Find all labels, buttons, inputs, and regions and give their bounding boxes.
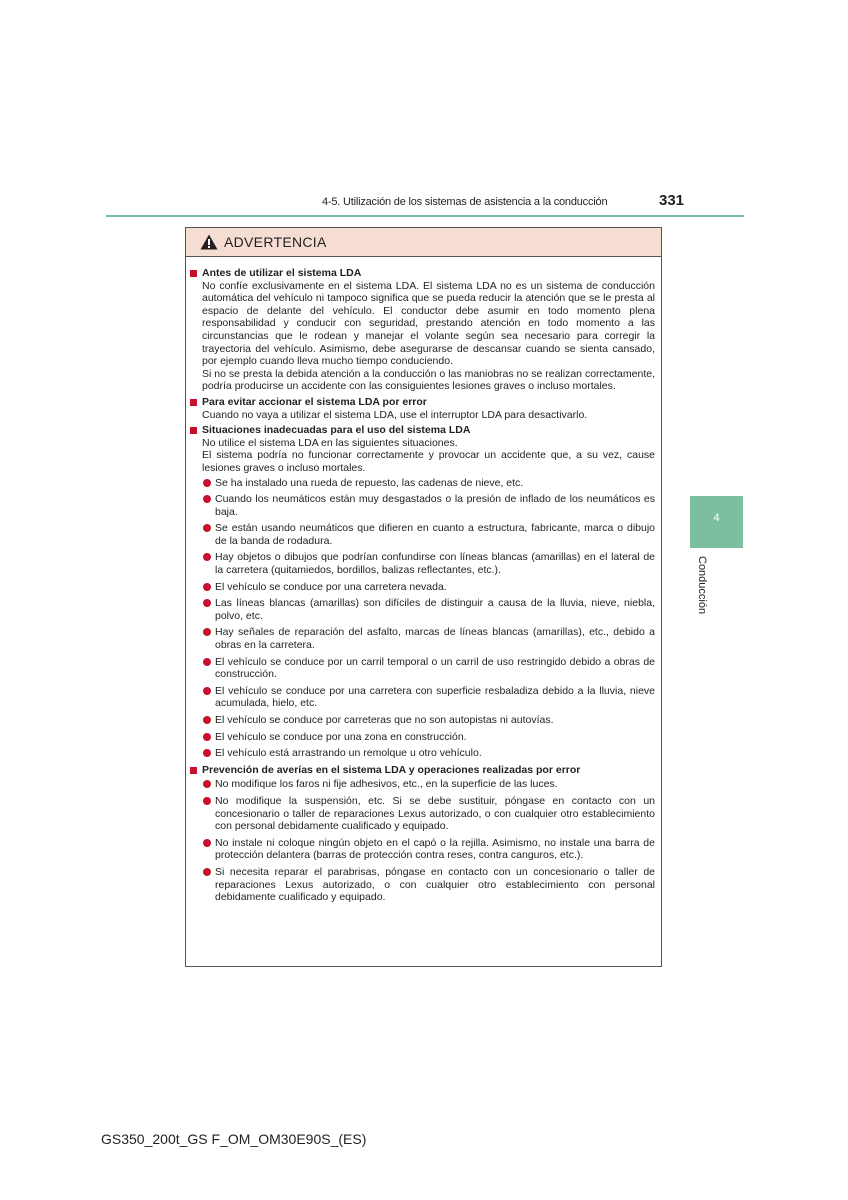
bullet-item <box>203 493 655 518</box>
bullet-item <box>203 837 655 862</box>
bullet-text: Se ha instalado una rueda de repuesto, las cadenas de nieve, etc. <box>215 476 524 489</box>
red-bullet-icon <box>203 716 211 724</box>
section-paragraphs <box>202 409 655 422</box>
section-title-text: Situaciones inadecuadas para el uso del sistema LDA <box>202 424 471 437</box>
bullet-text: El vehículo se conduce por una carretera con superficie resbaladiza debido a la lluvia, nieve acumulada, hielo, etc. <box>215 684 655 710</box>
bullet-item <box>203 747 655 760</box>
bullet-item <box>203 866 655 904</box>
bullet-item <box>203 477 655 490</box>
red-bullet-icon <box>203 839 211 847</box>
bullet-text: El vehículo se conduce por carreteras que no son autopistas ni autovías. <box>215 714 554 726</box>
red-bullet-icon <box>203 553 211 561</box>
bullet-list <box>203 778 655 903</box>
section-paragraphs <box>202 437 655 475</box>
paragraph: Cuando no vaya a utilizar el sistema LDA, use el interruptor LDA para desactivarlo. <box>202 408 588 421</box>
paragraph: El sistema podría no funcionar correctamente y provocar un accidente que, a su vez, cause lesiones graves o incluso mortales. <box>202 449 655 474</box>
red-bullet-icon <box>203 687 211 695</box>
red-bullet-icon <box>203 658 211 666</box>
red-bullet-icon <box>203 524 211 532</box>
bullet-item <box>203 778 655 791</box>
bullet-text: Si necesita reparar el parabrisas, póngase en contacto con un concesionario o taller de reparaciones Lexus autorizado, o con cualquier otro establecimiento con personal debidamente cualificado y equipado. <box>215 865 655 904</box>
chapter-label: Conducción <box>696 556 708 615</box>
bullet-item <box>203 597 655 622</box>
red-square-marker-icon <box>190 270 197 277</box>
section-title <box>190 396 655 409</box>
bullet-text: No instale ni coloque ningún objeto en el capó o la rejilla. Asimismo, no instale una barra de protección delantera (barras de protección contra reses, contra canguros, etc.). <box>215 836 655 862</box>
bullet-item <box>203 581 655 594</box>
red-bullet-icon <box>203 599 211 607</box>
page-number: 331 <box>659 192 685 209</box>
bullet-item <box>203 685 655 710</box>
red-bullet-icon <box>203 495 211 503</box>
bullet-text: No modifique la suspensión, etc. Si se debe sustituir, póngase en contacto con un concesionario o taller de reparaciones Lexus autorizado, o con cualquier otro establecimiento con personal debidamente cualificado y equipado. <box>215 794 655 833</box>
warning-triangle-icon <box>200 234 218 250</box>
red-bullet-icon <box>203 583 211 591</box>
red-square-marker-icon <box>190 399 197 406</box>
red-bullet-icon <box>203 749 211 757</box>
bullet-item <box>203 522 655 547</box>
section-title <box>190 267 655 280</box>
warning-box <box>185 227 662 967</box>
bullet-item <box>203 656 655 681</box>
warning-title: ADVERTENCIA <box>224 234 327 250</box>
bullet-item <box>203 714 655 727</box>
red-bullet-icon <box>203 628 211 636</box>
bullet-text: El vehículo se conduce por un carril temporal o un carril de uso restringido debido a obras de construcción. <box>215 655 655 681</box>
section-title-text: Antes de utilizar el sistema LDA <box>202 267 362 279</box>
section-title <box>190 764 655 777</box>
warning-content <box>186 257 661 904</box>
section-title <box>190 424 655 437</box>
bullet-item <box>203 626 655 651</box>
paragraph: Si no se presta la debida atención a la conducción o las maniobras no se realizan correctamente, podría producirse un accidente con las consiguientes lesiones graves o incluso mortales. <box>202 367 655 393</box>
bullet-list <box>203 477 655 760</box>
bullet-text: Hay señales de reparación del asfalto, marcas de líneas blancas (amarillas), etc., debido a obras en la carretera. <box>215 626 655 652</box>
bullet-text: Cuando los neumáticos están muy desgastados o la presión de inflado de los neumáticos es baja. <box>215 493 655 518</box>
header-section-title: 4-5. Utilización de los sistemas de asistencia a la conducción <box>322 196 608 208</box>
red-bullet-icon <box>203 780 211 788</box>
chapter-tab[interactable] <box>690 496 743 548</box>
bullet-text: El vehículo se conduce por una zona en construcción. <box>215 730 467 743</box>
red-square-marker-icon <box>190 427 197 434</box>
red-bullet-icon <box>203 733 211 741</box>
bullet-item <box>203 731 655 744</box>
bullet-item <box>203 551 655 576</box>
red-square-marker-icon <box>190 767 197 774</box>
bullet-text: Hay objetos o dibujos que podrían confundirse con líneas blancas (amarillas) en el lateral de la carretera (quitamiedos, bordillos, balizas reflectantes, etc.). <box>215 551 655 577</box>
paragraph: No utilice el sistema LDA en las siguientes situaciones. <box>202 436 458 449</box>
red-bullet-icon <box>203 868 211 876</box>
red-bullet-icon <box>203 479 211 487</box>
header-rule <box>106 215 744 217</box>
bullet-text: Las líneas blancas (amarillas) son difíciles de distinguir a causa de la lluvia, nieve, niebla, polvo, etc. <box>215 597 655 622</box>
bullet-text: El vehículo se conduce por una carretera nevada. <box>215 580 447 593</box>
section-paragraphs <box>202 280 655 393</box>
red-bullet-icon <box>203 797 211 805</box>
chapter-number: 4 <box>713 512 720 524</box>
bullet-item <box>203 795 655 833</box>
warning-header <box>186 228 661 257</box>
bullet-text: Se están usando neumáticos que difieren en cuanto a estructura, fabricante, marca o dibujo de la banda de rodadura. <box>215 522 655 547</box>
bullet-text: El vehículo está arrastrando un remolque u otro vehículo. <box>215 747 482 760</box>
paragraph: No confíe exclusivamente en el sistema LDA. El sistema LDA no es un sistema de conducción automática del vehículo ni tampoco significa que se pueda reducir la atención que se le presta al espacio de delante del vehículo. El conductor debe asumir en todo momento plena responsabilidad y conducir con seguridad, prestando atención en todo momento a las circunstancias que le rodean y manejar el volante según sea necesario para corregir la trayectoria del vehículo. Asimismo, debe asegurarse de descansar cuando se sienta cansado, por ejemplo cuando lleva mucho tiempo conduciendo. <box>202 279 655 368</box>
section-title-text: Prevención de averías en el sistema LDA y operaciones realizadas por error <box>202 763 581 776</box>
footer-code: GS350_200t_GS F_OM_OM30E90S_(ES) <box>101 1131 367 1147</box>
bullet-text: No modifique los faros ni fije adhesivos, etc., en la superficie de las luces. <box>215 778 558 791</box>
section-title-text: Para evitar accionar el sistema LDA por error <box>202 395 427 408</box>
